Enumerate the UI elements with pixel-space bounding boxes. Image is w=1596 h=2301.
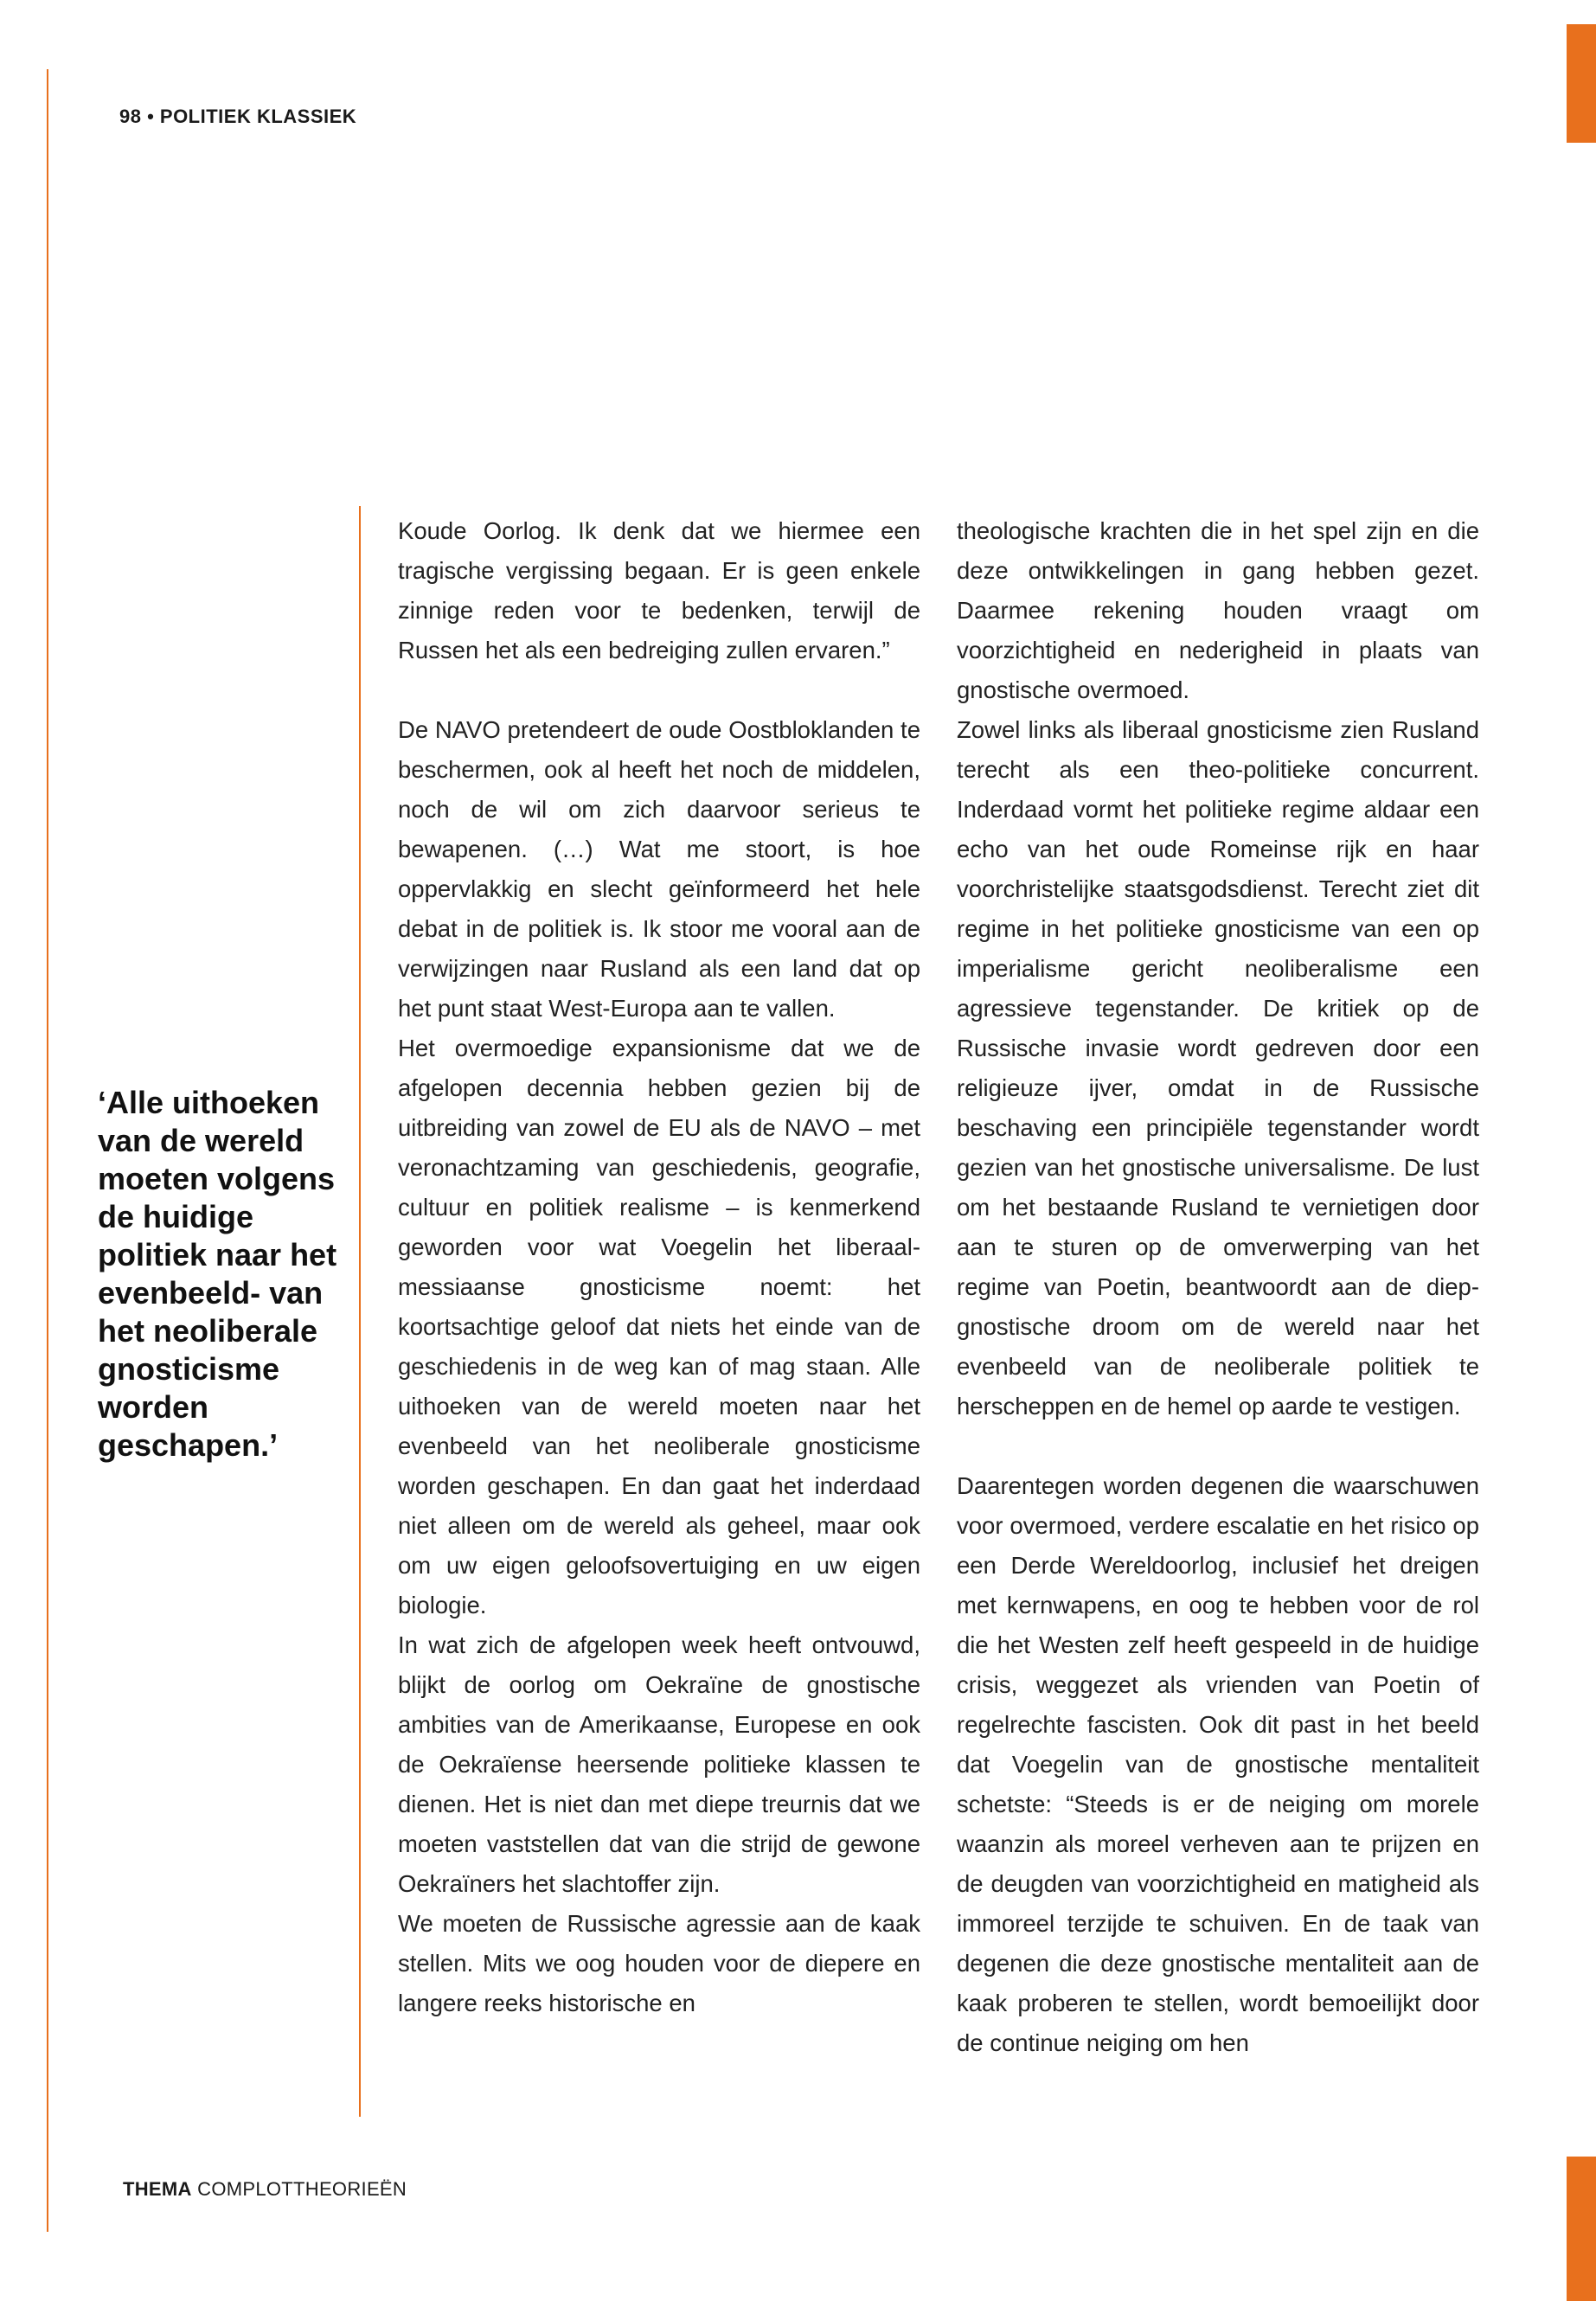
orange-edge-tab-bottom	[1567, 2157, 1596, 2301]
left-margin-rule	[47, 69, 48, 2232]
pull-quote-divider	[359, 506, 361, 2117]
running-foot	[123, 2178, 407, 2201]
pull-quote: ‘Alle uithoeken van de wereld moeten volgens de huidige politiek naar het evenbeeld- van het neoliberale gnosticisme worden geschapen.’	[98, 1085, 337, 1463]
paragraph: We moeten de Russische agressie aan de kaak stellen. Mits we oog houden voor de diepere en langere reeks historische en	[398, 1910, 920, 2016]
paragraph: Het overmoedige expansionisme dat we de afgelopen decennia hebben gezien bij de uitbreiding van zowel de EU als de NAVO – met veronachtzaming van geschiedenis, geografie, cultuur en politiek realisme – is kenmerkend geworden voor wat Voegelin het liberaal-messiaanse gnosticisme noemt: het koortsachtige geloof dat niets het einde van de geschiedenis in de weg kan of mag staan. Alle uithoeken van de wereld moeten naar het evenbeeld van het neoliberale gnosticisme worden geschapen. En dan gaat het inderdaad niet alleen om de wereld als geheel, maar ook om uw eigen geloofsovertuiging en uw eigen biologie.	[398, 1035, 920, 1618]
paragraph: Zowel links als liberaal gnosticisme zien Rusland terecht als een theo-politieke concurrent. Inderdaad vormt het politieke regime aldaar een echo van het oude Romeinse rijk en haar voorchristelijke staatsgodsdienst. Terecht ziet dit regime in het politieke gnosticisme van een op imperialisme gericht neoliberalisme een agressieve tegenstander. De kritiek op de Russische invasie wordt gedreven door een religieuze ijver, omdat in de Russische beschaving een principiële tegenstander wordt gezien van het gnostische universalisme. De lust om het bestaande Rusland te vernietigen door aan te sturen op de omverwerping van het regime van Poetin, beantwoordt aan de diep-gnostische droom om de wereld naar het evenbeeld van de neoliberale politiek te herscheppen en de hemel op aarde te vestigen.	[957, 716, 1479, 1420]
orange-edge-tab-top	[1567, 24, 1596, 143]
paragraph: theologische krachten die in het spel zijn en die deze ontwikkelingen in gang hebben gezet. Daarmee rekening houden vraagt om voorzichtigheid en nederigheid in plaats van gnostische overmoed.	[957, 517, 1479, 703]
paragraph: De NAVO pretendeert de oude Oostbloklanden te beschermen, ook al heeft het noch de middelen, noch de wil om zich daarvoor serieus te bewapenen. (…) Wat me stoort, is hoe oppervlakkig en slecht geïnformeerd het hele debat in de politiek is. Ik stoor me vooral aan de verwijzingen naar Rusland als een land dat op het punt staat West-Europa aan te vallen.	[398, 716, 920, 1022]
paragraph: In wat zich de afgelopen week heeft ontvouwd, blijkt de oorlog om Oekraïne de gnostische ambities van de Amerikaanse, Europese en ook de Oekraïense heersende politieke klassen te dienen. Het is niet dan met diepe treurnis dat we moeten vaststellen dat van die strijd de gewone Oekraïners het slachtoffer zijn.	[398, 1631, 920, 1897]
article-column-1	[398, 511, 920, 2023]
thema-title: COMPLOTTHEORIEËN	[197, 2178, 407, 2200]
running-head: 98 • POLITIEK KLASSIEK	[119, 106, 357, 127]
article-column-2	[957, 511, 1479, 2063]
paragraph: Daarentegen worden degenen die waarschuwen voor overmoed, verdere escalatie en het risico op een Derde Wereldoorlog, inclusief het dreigen met kernwapens, en oog te hebben voor de rol die het Westen zelf heeft gespeeld in de huidige crisis, weggezet als vrienden van Poetin of regelrechte fascisten. Ook dit past in het beeld dat Voegelin van de gnostische mentaliteit schetste: “Steeds is er de neiging om morele waanzin als moreel verheven aan te prijzen en de deugden van voorzichtigheid en matigheid als immoreel terzijde te schuiven. En de taak van degenen die deze gnostische mentaliteit aan de kaak proberen te stellen, wordt bemoeilijkt door de continue neiging om hen	[957, 1472, 1479, 2056]
thema-label: THEMA	[123, 2178, 192, 2200]
paragraph: Koude Oorlog. Ik denk dat we hiermee een tragische vergissing begaan. Er is geen enkele zinnige reden voor te bedenken, terwijl de Russen het als een bedreiging zullen ervaren.”	[398, 517, 920, 663]
